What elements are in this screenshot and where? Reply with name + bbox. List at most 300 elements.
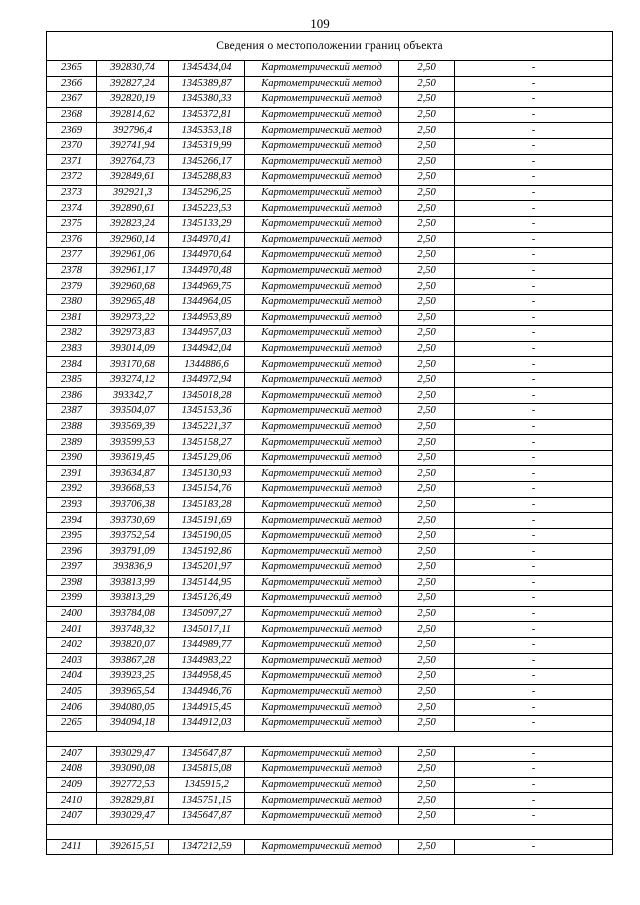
point-number-cell: 2400 bbox=[47, 606, 97, 622]
point-number-cell: 2377 bbox=[47, 248, 97, 264]
point-number-cell: 2409 bbox=[47, 777, 97, 793]
table-row bbox=[47, 793, 613, 809]
description-cell: - bbox=[455, 450, 613, 466]
method-cell: Картометрический метод bbox=[245, 839, 399, 855]
point-number-cell: 2395 bbox=[47, 528, 97, 544]
table-row bbox=[47, 294, 613, 310]
table-row bbox=[47, 185, 613, 201]
accuracy-cell: 2,50 bbox=[399, 669, 455, 685]
coord-x-cell: 393752,54 bbox=[97, 528, 169, 544]
coord-x-cell: 393504,07 bbox=[97, 404, 169, 420]
accuracy-cell: 2,50 bbox=[399, 450, 455, 466]
point-number-cell: 2407 bbox=[47, 746, 97, 762]
accuracy-cell: 2,50 bbox=[399, 560, 455, 576]
table-row bbox=[47, 528, 613, 544]
section-separator-row bbox=[47, 731, 613, 746]
point-number-cell: 2391 bbox=[47, 466, 97, 482]
coord-x-cell: 393923,25 bbox=[97, 669, 169, 685]
method-cell: Картометрический метод bbox=[245, 622, 399, 638]
coord-x-cell: 393569,39 bbox=[97, 419, 169, 435]
description-cell: - bbox=[455, 123, 613, 139]
coord-x-cell: 392796,4 bbox=[97, 123, 169, 139]
coord-y-cell: 1345751,15 bbox=[169, 793, 245, 809]
table-row bbox=[47, 544, 613, 560]
table-row bbox=[47, 341, 613, 357]
accuracy-cell: 2,50 bbox=[399, 92, 455, 108]
description-cell: - bbox=[455, 357, 613, 373]
table-row bbox=[47, 777, 613, 793]
point-number-cell: 2406 bbox=[47, 700, 97, 716]
coord-x-cell: 392965,48 bbox=[97, 294, 169, 310]
coord-x-cell: 393170,68 bbox=[97, 357, 169, 373]
table-row bbox=[47, 606, 613, 622]
description-cell: - bbox=[455, 684, 613, 700]
description-cell: - bbox=[455, 372, 613, 388]
point-number-cell: 2405 bbox=[47, 684, 97, 700]
accuracy-cell: 2,50 bbox=[399, 544, 455, 560]
point-number-cell: 2410 bbox=[47, 793, 97, 809]
method-cell: Картометрический метод bbox=[245, 372, 399, 388]
table-row bbox=[47, 575, 613, 591]
description-cell: - bbox=[455, 746, 613, 762]
method-cell: Картометрический метод bbox=[245, 482, 399, 498]
point-number-cell: 2387 bbox=[47, 404, 97, 420]
coord-y-cell: 1345221,37 bbox=[169, 419, 245, 435]
method-cell: Картометрический метод bbox=[245, 185, 399, 201]
method-cell: Картометрический метод bbox=[245, 154, 399, 170]
description-cell: - bbox=[455, 513, 613, 529]
accuracy-cell: 2,50 bbox=[399, 372, 455, 388]
accuracy-cell: 2,50 bbox=[399, 123, 455, 139]
method-cell: Картометрический метод bbox=[245, 762, 399, 778]
description-cell: - bbox=[455, 76, 613, 92]
table-row bbox=[47, 497, 613, 513]
description-cell: - bbox=[455, 715, 613, 731]
coord-x-cell: 392820,19 bbox=[97, 92, 169, 108]
coord-y-cell: 1345154,76 bbox=[169, 482, 245, 498]
coord-x-cell: 393090,08 bbox=[97, 762, 169, 778]
method-cell: Картометрический метод bbox=[245, 544, 399, 560]
method-cell: Картометрический метод bbox=[245, 684, 399, 700]
table-row bbox=[47, 263, 613, 279]
coord-x-cell: 392921,3 bbox=[97, 185, 169, 201]
description-cell: - bbox=[455, 92, 613, 108]
description-cell: - bbox=[455, 482, 613, 498]
description-cell: - bbox=[455, 388, 613, 404]
coord-x-cell: 392772,53 bbox=[97, 777, 169, 793]
coord-y-cell: 1344957,03 bbox=[169, 326, 245, 342]
description-cell: - bbox=[455, 185, 613, 201]
method-cell: Картометрический метод bbox=[245, 107, 399, 123]
table-row bbox=[47, 466, 613, 482]
accuracy-cell: 2,50 bbox=[399, 263, 455, 279]
method-cell: Картометрический метод bbox=[245, 497, 399, 513]
coord-x-cell: 392741,94 bbox=[97, 138, 169, 154]
coord-y-cell: 1345223,53 bbox=[169, 201, 245, 217]
description-cell: - bbox=[455, 777, 613, 793]
coord-y-cell: 1345018,28 bbox=[169, 388, 245, 404]
description-cell: - bbox=[455, 138, 613, 154]
coord-y-cell: 1344964,05 bbox=[169, 294, 245, 310]
point-number-cell: 2366 bbox=[47, 76, 97, 92]
coord-x-cell: 393813,99 bbox=[97, 575, 169, 591]
coord-x-cell: 393342,7 bbox=[97, 388, 169, 404]
coord-y-cell: 1344970,41 bbox=[169, 232, 245, 248]
coord-x-cell: 393730,69 bbox=[97, 513, 169, 529]
accuracy-cell: 2,50 bbox=[399, 793, 455, 809]
description-cell: - bbox=[455, 653, 613, 669]
accuracy-cell: 2,50 bbox=[399, 637, 455, 653]
accuracy-cell: 2,50 bbox=[399, 185, 455, 201]
table-row bbox=[47, 170, 613, 186]
coord-y-cell: 1345915,2 bbox=[169, 777, 245, 793]
coord-x-cell: 392973,83 bbox=[97, 326, 169, 342]
method-cell: Картометрический метод bbox=[245, 575, 399, 591]
point-number-cell: 2386 bbox=[47, 388, 97, 404]
point-number-cell: 2382 bbox=[47, 326, 97, 342]
description-cell: - bbox=[455, 762, 613, 778]
coord-y-cell: 1345133,29 bbox=[169, 216, 245, 232]
accuracy-cell: 2,50 bbox=[399, 482, 455, 498]
coord-x-cell: 393813,29 bbox=[97, 591, 169, 607]
point-number-cell: 2381 bbox=[47, 310, 97, 326]
coord-x-cell: 393619,45 bbox=[97, 450, 169, 466]
method-cell: Картометрический метод bbox=[245, 61, 399, 77]
coord-y-cell: 1345097,27 bbox=[169, 606, 245, 622]
table-row bbox=[47, 154, 613, 170]
description-cell: - bbox=[455, 808, 613, 824]
table-row bbox=[47, 513, 613, 529]
coord-y-cell: 1345434,04 bbox=[169, 61, 245, 77]
coord-x-cell: 394080,05 bbox=[97, 700, 169, 716]
accuracy-cell: 2,50 bbox=[399, 232, 455, 248]
coord-y-cell: 1345017,11 bbox=[169, 622, 245, 638]
table-row bbox=[47, 76, 613, 92]
coord-x-cell: 392960,68 bbox=[97, 279, 169, 295]
point-number-cell: 2369 bbox=[47, 123, 97, 139]
accuracy-cell: 2,50 bbox=[399, 419, 455, 435]
description-cell: - bbox=[455, 216, 613, 232]
accuracy-cell: 2,50 bbox=[399, 388, 455, 404]
description-cell: - bbox=[455, 544, 613, 560]
table-row bbox=[47, 684, 613, 700]
point-number-cell: 2385 bbox=[47, 372, 97, 388]
description-cell: - bbox=[455, 419, 613, 435]
table-row bbox=[47, 839, 613, 855]
coord-y-cell: 1345130,93 bbox=[169, 466, 245, 482]
accuracy-cell: 2,50 bbox=[399, 170, 455, 186]
coord-x-cell: 393836,9 bbox=[97, 560, 169, 576]
table-row bbox=[47, 232, 613, 248]
table-row bbox=[47, 622, 613, 638]
method-cell: Картометрический метод bbox=[245, 310, 399, 326]
coord-y-cell: 1347212,59 bbox=[169, 839, 245, 855]
point-number-cell: 2394 bbox=[47, 513, 97, 529]
table-row bbox=[47, 746, 613, 762]
table-row bbox=[47, 669, 613, 685]
method-cell: Картометрический метод bbox=[245, 653, 399, 669]
coord-x-cell: 392849,61 bbox=[97, 170, 169, 186]
point-number-cell: 2380 bbox=[47, 294, 97, 310]
accuracy-cell: 2,50 bbox=[399, 138, 455, 154]
coord-x-cell: 393820,07 bbox=[97, 637, 169, 653]
coord-x-cell: 393029,47 bbox=[97, 808, 169, 824]
description-cell: - bbox=[455, 404, 613, 420]
coord-y-cell: 1344970,48 bbox=[169, 263, 245, 279]
point-number-cell: 2390 bbox=[47, 450, 97, 466]
coord-x-cell: 393634,87 bbox=[97, 466, 169, 482]
accuracy-cell: 2,50 bbox=[399, 154, 455, 170]
point-number-cell: 2378 bbox=[47, 263, 97, 279]
point-number-cell: 2402 bbox=[47, 637, 97, 653]
accuracy-cell: 2,50 bbox=[399, 746, 455, 762]
description-cell: - bbox=[455, 435, 613, 451]
section-separator bbox=[47, 731, 613, 746]
point-number-cell: 2373 bbox=[47, 185, 97, 201]
description-cell: - bbox=[455, 528, 613, 544]
table-row bbox=[47, 482, 613, 498]
table-row bbox=[47, 404, 613, 420]
table-row bbox=[47, 591, 613, 607]
description-cell: - bbox=[455, 279, 613, 295]
coord-x-cell: 393599,53 bbox=[97, 435, 169, 451]
table-row bbox=[47, 372, 613, 388]
coord-x-cell: 392764,73 bbox=[97, 154, 169, 170]
coord-y-cell: 1345296,25 bbox=[169, 185, 245, 201]
description-cell: - bbox=[455, 669, 613, 685]
accuracy-cell: 2,50 bbox=[399, 839, 455, 855]
coord-y-cell: 1344972,94 bbox=[169, 372, 245, 388]
coord-x-cell: 394094,18 bbox=[97, 715, 169, 731]
table-row bbox=[47, 61, 613, 77]
accuracy-cell: 2,50 bbox=[399, 294, 455, 310]
coord-x-cell: 392615,51 bbox=[97, 839, 169, 855]
description-cell: - bbox=[455, 793, 613, 809]
method-cell: Картометрический метод bbox=[245, 216, 399, 232]
method-cell: Картометрический метод bbox=[245, 435, 399, 451]
table-row bbox=[47, 450, 613, 466]
accuracy-cell: 2,50 bbox=[399, 61, 455, 77]
coord-x-cell: 393791,09 bbox=[97, 544, 169, 560]
coord-y-cell: 1344915,45 bbox=[169, 700, 245, 716]
coord-x-cell: 392960,14 bbox=[97, 232, 169, 248]
description-cell: - bbox=[455, 248, 613, 264]
table-row bbox=[47, 107, 613, 123]
coord-y-cell: 1345647,87 bbox=[169, 808, 245, 824]
table-row bbox=[47, 123, 613, 139]
section-separator bbox=[47, 824, 613, 839]
coord-x-cell: 392961,17 bbox=[97, 263, 169, 279]
method-cell: Картометрический метод bbox=[245, 528, 399, 544]
description-cell: - bbox=[455, 606, 613, 622]
table-row bbox=[47, 700, 613, 716]
coord-x-cell: 392827,24 bbox=[97, 76, 169, 92]
point-number-cell: 2397 bbox=[47, 560, 97, 576]
description-cell: - bbox=[455, 61, 613, 77]
accuracy-cell: 2,50 bbox=[399, 404, 455, 420]
coord-y-cell: 1345126,49 bbox=[169, 591, 245, 607]
coord-x-cell: 393668,53 bbox=[97, 482, 169, 498]
table-row bbox=[47, 388, 613, 404]
coord-y-cell: 1345380,33 bbox=[169, 92, 245, 108]
coord-y-cell: 1345191,69 bbox=[169, 513, 245, 529]
method-cell: Картометрический метод bbox=[245, 606, 399, 622]
accuracy-cell: 2,50 bbox=[399, 715, 455, 731]
coord-y-cell: 1345201,97 bbox=[169, 560, 245, 576]
description-cell: - bbox=[455, 637, 613, 653]
accuracy-cell: 2,50 bbox=[399, 777, 455, 793]
coord-y-cell: 1345266,17 bbox=[169, 154, 245, 170]
point-number-cell: 2408 bbox=[47, 762, 97, 778]
coord-x-cell: 392823,24 bbox=[97, 216, 169, 232]
accuracy-cell: 2,50 bbox=[399, 357, 455, 373]
method-cell: Картометрический метод bbox=[245, 715, 399, 731]
accuracy-cell: 2,50 bbox=[399, 700, 455, 716]
description-cell: - bbox=[455, 310, 613, 326]
point-number-cell: 2389 bbox=[47, 435, 97, 451]
coord-x-cell: 392829,81 bbox=[97, 793, 169, 809]
method-cell: Картометрический метод bbox=[245, 560, 399, 576]
method-cell: Картометрический метод bbox=[245, 388, 399, 404]
point-number-cell: 2392 bbox=[47, 482, 97, 498]
point-number-cell: 2396 bbox=[47, 544, 97, 560]
point-number-cell: 2379 bbox=[47, 279, 97, 295]
point-number-cell: 2383 bbox=[47, 341, 97, 357]
point-number-cell: 2403 bbox=[47, 653, 97, 669]
point-number-cell: 2404 bbox=[47, 669, 97, 685]
method-cell: Картометрический метод bbox=[245, 404, 399, 420]
coord-y-cell: 1345153,36 bbox=[169, 404, 245, 420]
description-cell: - bbox=[455, 326, 613, 342]
coord-y-cell: 1345183,28 bbox=[169, 497, 245, 513]
table-row bbox=[47, 216, 613, 232]
method-cell: Картометрический метод bbox=[245, 279, 399, 295]
point-number-cell: 2371 bbox=[47, 154, 97, 170]
accuracy-cell: 2,50 bbox=[399, 76, 455, 92]
accuracy-cell: 2,50 bbox=[399, 201, 455, 217]
point-number-cell: 2398 bbox=[47, 575, 97, 591]
coord-y-cell: 1345372,81 bbox=[169, 107, 245, 123]
coord-y-cell: 1344983,22 bbox=[169, 653, 245, 669]
accuracy-cell: 2,50 bbox=[399, 513, 455, 529]
page-number: 109 bbox=[310, 16, 330, 31]
method-cell: Картометрический метод bbox=[245, 700, 399, 716]
coord-x-cell: 392961,06 bbox=[97, 248, 169, 264]
coord-x-cell: 393029,47 bbox=[97, 746, 169, 762]
point-number-cell: 2393 bbox=[47, 497, 97, 513]
accuracy-cell: 2,50 bbox=[399, 653, 455, 669]
table-row bbox=[47, 653, 613, 669]
method-cell: Картометрический метод bbox=[245, 341, 399, 357]
accuracy-cell: 2,50 bbox=[399, 107, 455, 123]
point-number-cell: 2374 bbox=[47, 201, 97, 217]
method-cell: Картометрический метод bbox=[245, 357, 399, 373]
point-number-cell: 2407 bbox=[47, 808, 97, 824]
coord-y-cell: 1345190,05 bbox=[169, 528, 245, 544]
coord-x-cell: 393748,32 bbox=[97, 622, 169, 638]
accuracy-cell: 2,50 bbox=[399, 808, 455, 824]
coord-x-cell: 393706,38 bbox=[97, 497, 169, 513]
table-row bbox=[47, 310, 613, 326]
method-cell: Картометрический метод bbox=[245, 232, 399, 248]
method-cell: Картометрический метод bbox=[245, 450, 399, 466]
accuracy-cell: 2,50 bbox=[399, 591, 455, 607]
table-row bbox=[47, 560, 613, 576]
accuracy-cell: 2,50 bbox=[399, 622, 455, 638]
point-number-cell: 2372 bbox=[47, 170, 97, 186]
description-cell: - bbox=[455, 154, 613, 170]
table-row bbox=[47, 279, 613, 295]
coord-x-cell: 392814,62 bbox=[97, 107, 169, 123]
accuracy-cell: 2,50 bbox=[399, 435, 455, 451]
method-cell: Картометрический метод bbox=[245, 92, 399, 108]
method-cell: Картометрический метод bbox=[245, 419, 399, 435]
method-cell: Картометрический метод bbox=[245, 76, 399, 92]
method-cell: Картометрический метод bbox=[245, 777, 399, 793]
coord-y-cell: 1344912,03 bbox=[169, 715, 245, 731]
coord-y-cell: 1344946,76 bbox=[169, 684, 245, 700]
coord-x-cell: 393784,08 bbox=[97, 606, 169, 622]
coord-x-cell: 393965,54 bbox=[97, 684, 169, 700]
accuracy-cell: 2,50 bbox=[399, 497, 455, 513]
coord-y-cell: 1344989,77 bbox=[169, 637, 245, 653]
coord-y-cell: 1345192,86 bbox=[169, 544, 245, 560]
point-number-cell: 2399 bbox=[47, 591, 97, 607]
table-row bbox=[47, 435, 613, 451]
method-cell: Картометрический метод bbox=[245, 326, 399, 342]
coord-x-cell: 392973,22 bbox=[97, 310, 169, 326]
method-cell: Картометрический метод bbox=[245, 669, 399, 685]
method-cell: Картометрический метод bbox=[245, 170, 399, 186]
point-number-cell: 2388 bbox=[47, 419, 97, 435]
coord-y-cell: 1345158,27 bbox=[169, 435, 245, 451]
table-row bbox=[47, 715, 613, 731]
method-cell: Картометрический метод bbox=[245, 201, 399, 217]
coord-x-cell: 392830,74 bbox=[97, 61, 169, 77]
point-number-cell: 2367 bbox=[47, 92, 97, 108]
accuracy-cell: 2,50 bbox=[399, 575, 455, 591]
method-cell: Картометрический метод bbox=[245, 746, 399, 762]
table-row bbox=[47, 248, 613, 264]
table-row bbox=[47, 762, 613, 778]
point-number-cell: 2265 bbox=[47, 715, 97, 731]
accuracy-cell: 2,50 bbox=[399, 310, 455, 326]
point-number-cell: 2384 bbox=[47, 357, 97, 373]
point-number-cell: 2401 bbox=[47, 622, 97, 638]
coord-y-cell: 1344953,89 bbox=[169, 310, 245, 326]
description-cell: - bbox=[455, 497, 613, 513]
accuracy-cell: 2,50 bbox=[399, 248, 455, 264]
method-cell: Картометрический метод bbox=[245, 294, 399, 310]
accuracy-cell: 2,50 bbox=[399, 279, 455, 295]
table-row bbox=[47, 201, 613, 217]
method-cell: Картометрический метод bbox=[245, 466, 399, 482]
coord-y-cell: 1345319,99 bbox=[169, 138, 245, 154]
description-cell: - bbox=[455, 575, 613, 591]
method-cell: Картометрический метод bbox=[245, 793, 399, 809]
accuracy-cell: 2,50 bbox=[399, 684, 455, 700]
accuracy-cell: 2,50 bbox=[399, 216, 455, 232]
accuracy-cell: 2,50 bbox=[399, 341, 455, 357]
table-row bbox=[47, 138, 613, 154]
description-cell: - bbox=[455, 294, 613, 310]
method-cell: Картометрический метод bbox=[245, 808, 399, 824]
description-cell: - bbox=[455, 560, 613, 576]
description-cell: - bbox=[455, 622, 613, 638]
coord-y-cell: 1344958,45 bbox=[169, 669, 245, 685]
description-cell: - bbox=[455, 591, 613, 607]
table-row bbox=[47, 637, 613, 653]
